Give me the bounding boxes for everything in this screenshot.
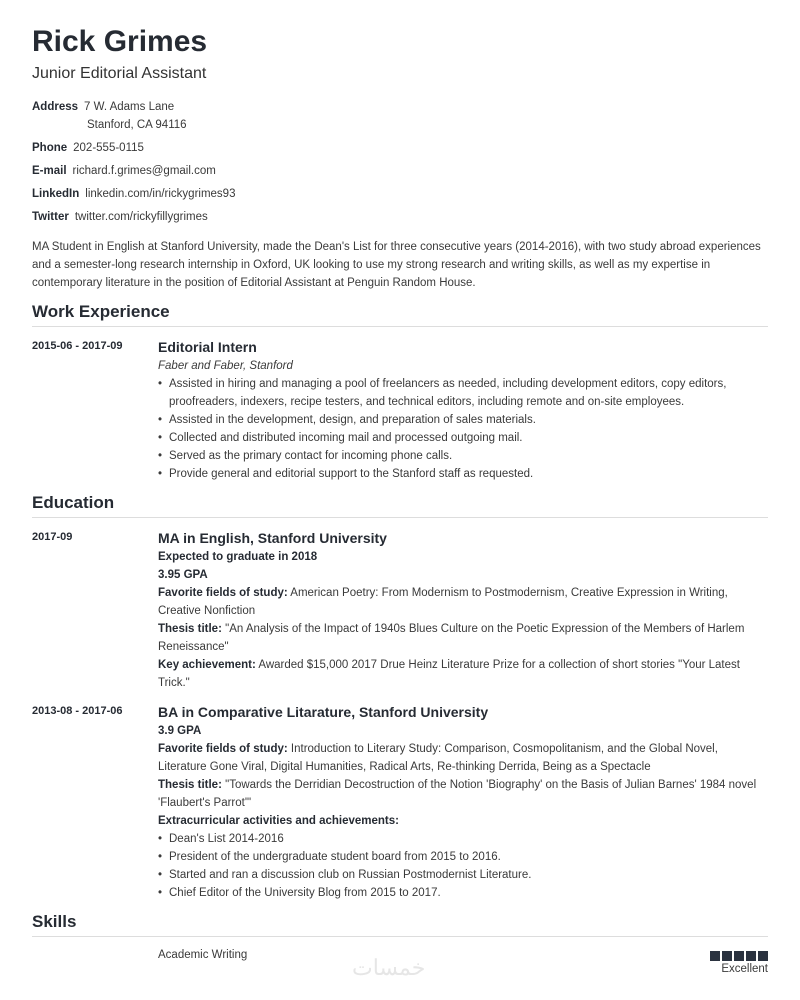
address-label: Address	[32, 101, 79, 113]
skill-level: Excellent	[721, 963, 768, 975]
extracurricular-label: Extracurricular activities and achievements:	[158, 815, 399, 827]
degree-title: BA in Comparative Litarature, Stanford University	[158, 704, 489, 720]
thesis-label: Thesis title:	[158, 779, 222, 791]
list-item: • Assisted in hiring and managing a pool of freelancers as needed, including development editors, copy editors, proofreaders, indexers, recipe testers, and technical editors, including remote and on-site employees.	[158, 375, 768, 411]
rating-box	[710, 951, 720, 961]
list-item: • President of the undergraduate student board from 2015 to 2016.	[158, 848, 768, 866]
thesis: "An Analysis of the Impact of 1940s Blues Culture on the Poetic Expression of the Members of Harlem Reneissance"	[158, 623, 745, 653]
summary: MA Student in English at Stanford University, made the Dean's List for three consecutive years (2014-2016), with two study abroad experiences and a semester-long research internship in Oxford, UK looking to use my strong research and writing skills, as well as my expertise in contemporary literature in the position of Editorial Assistant at Penguin Random House.	[32, 241, 761, 289]
fields-label: Favorite fields of study:	[158, 587, 288, 599]
address-line2: Stanford, CA 94116	[87, 119, 187, 131]
education-entry	[32, 702, 768, 902]
address-line1: 7 W. Adams Lane	[84, 101, 175, 113]
fields: American Poetry: From Modernism to Postmodernism, Creative Expression in Writing, Creative Nonfiction	[158, 587, 728, 617]
job-title: Junior Editorial Assistant	[32, 65, 207, 82]
education-entry	[32, 528, 768, 692]
education-date: 2017-09	[32, 531, 73, 543]
skills-heading: Skills	[32, 912, 768, 937]
email-label: E-mail	[32, 165, 67, 177]
linkedin-link[interactable]: linkedin.com/in/rickygrimes93	[85, 188, 236, 200]
twitter-label: Twitter	[32, 211, 69, 223]
list-item: • Collected and distributed incoming mail and processed outgoing mail.	[158, 429, 768, 447]
skill-rating	[710, 951, 768, 961]
degree-title: MA in English, Stanford University	[158, 530, 387, 546]
thesis-label: Thesis title:	[158, 623, 222, 635]
twitter-link[interactable]: twitter.com/rickyfillygrimes	[74, 211, 208, 223]
education-heading: Education	[32, 493, 768, 518]
work-bullets	[158, 375, 768, 483]
education-date: 2013-08 - 2017-06	[32, 705, 123, 717]
candidate-name: Rick Grimes	[32, 25, 208, 58]
phone: 202-555-0115	[73, 142, 144, 154]
work-company: Faber and Faber, Stanford	[158, 360, 293, 372]
phone-label: Phone	[32, 142, 68, 154]
list-item: • Started and ran a discussion club on Russian Postmodernist Literature.	[158, 866, 768, 884]
fields-label: Favorite fields of study:	[158, 743, 288, 755]
work-date: 2015-06 - 2017-09	[32, 340, 123, 352]
work-entry	[32, 337, 768, 483]
contact-info	[32, 98, 768, 226]
rating-box	[746, 951, 756, 961]
work-title: Editorial Intern	[158, 339, 257, 355]
resume	[32, 24, 768, 977]
fields: Introduction to Literary Study: Comparison, Cosmopolitanism, and the Global Novel, Literature Gone Viral, Digital Humanities, Radical Arts, Re-thinking Derrida, Being as a Spectacle	[158, 743, 718, 773]
rating-box	[722, 951, 732, 961]
list-item: • Chief Editor of the University Blog from 2015 to 2017.	[158, 884, 768, 902]
list-item: • Provide general and editorial support to the Stanford staff as requested.	[158, 465, 768, 483]
rating-box	[734, 951, 744, 961]
key-achievement-label: Key achievement:	[158, 659, 256, 671]
gpa: 3.95 GPA	[158, 569, 208, 581]
extracurricular-bullets	[158, 830, 768, 902]
work-heading: Work Experience	[32, 302, 768, 327]
email-link[interactable]: richard.f.grimes@gmail.com	[72, 165, 216, 177]
thesis: "Towards the Derridian Decostruction of the Notion 'Biography' on the Basis of Julian Barnes' 1984 novel 'Flaubert's Parrot'"	[158, 779, 757, 809]
rating-box	[758, 951, 768, 961]
skill-name: Academic Writing	[158, 949, 248, 961]
watermark-logo: خمسات	[352, 955, 426, 980]
list-item: • Dean's List 2014-2016	[158, 830, 768, 848]
list-item: • Assisted in the development, design, and preparation of sales materials.	[158, 411, 768, 429]
expected-graduation: Expected to graduate in 2018	[158, 551, 318, 563]
list-item: • Served as the primary contact for incoming phone calls.	[158, 447, 768, 465]
linkedin-label: LinkedIn	[32, 188, 80, 200]
key-achievement: Awarded $15,000 2017 Drue Heinz Literature Prize for a collection of short stories "Your Latest Trick."	[158, 659, 740, 689]
gpa: 3.9 GPA	[158, 725, 202, 737]
